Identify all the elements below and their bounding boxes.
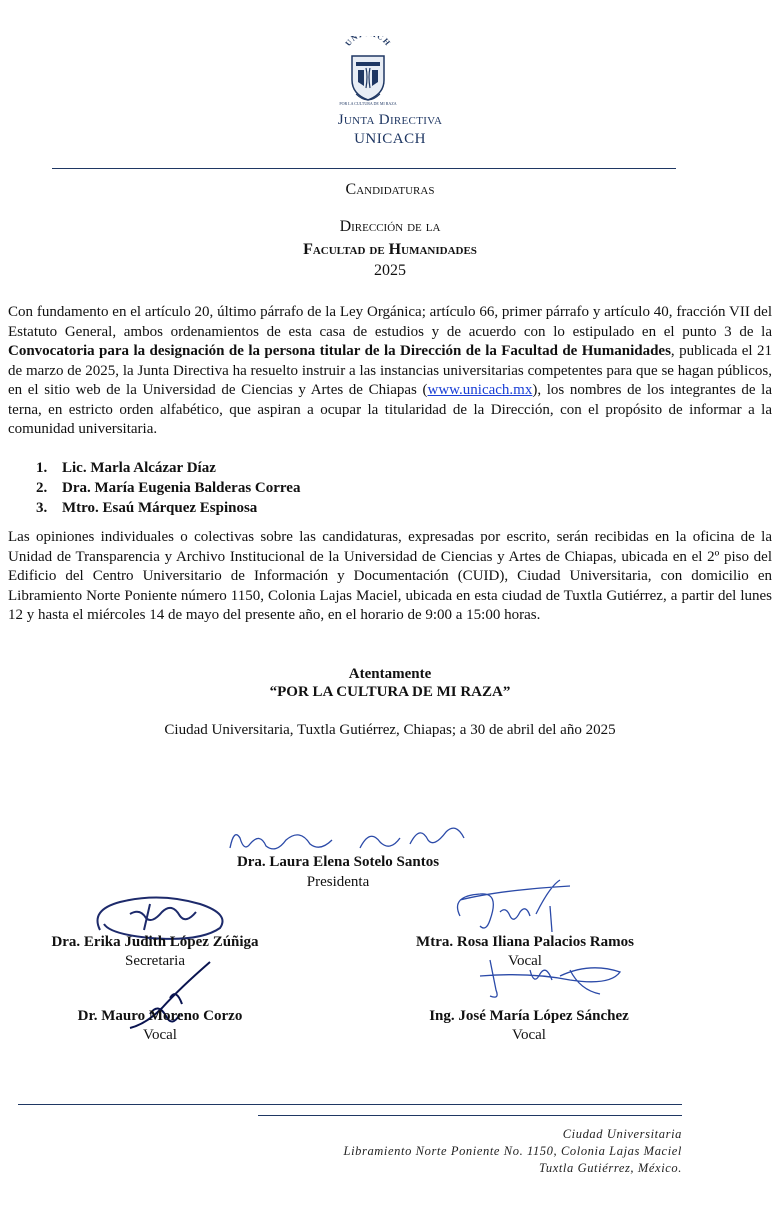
candidate-name: Lic. Marla Alcázar Díaz [62, 460, 216, 476]
footer-address [344, 1126, 682, 1177]
logo-arc-text: UN CH [343, 36, 393, 48]
intro-paragraph [8, 303, 772, 440]
footer-line: Tuxtla Gutiérrez, México. [539, 1161, 682, 1175]
footer-divider-short [258, 1115, 682, 1116]
motto: “POR LA CULTURA DE MI RAZA” [269, 684, 511, 700]
signatory-role: Secretaria [125, 953, 185, 969]
list-item [36, 498, 300, 518]
list-number: 3. [36, 500, 48, 516]
signatory-role: Vocal [143, 1027, 177, 1043]
intro-text-2: , publicada el 21 de marzo de 2025, la Junta Directiva ha resuelto instruir a las instancias universitarias competentes para que se hagan públicos, en el sitio web de la Universidad de Ciencias y Artes de Chiapas ( [8, 343, 772, 398]
unicach-website-link[interactable]: www.unicach.mx [427, 382, 533, 398]
candidate-name: Dra. María Eugenia Balderas Correa [62, 480, 301, 496]
list-item [36, 478, 300, 498]
list-number: 2. [36, 480, 48, 496]
footer-divider [18, 1104, 682, 1105]
intro-text-1: Con fundamento en el artículo 20, último párrafo de la Ley Orgánica; artículo 66, primer párrafo y artículo 40, fracción VII del Estatuto General, ambos ordenamientos de esta casa de estudios y de acuerdo con lo estipulado en el punto 3 de la [8, 304, 772, 340]
list-item [36, 458, 300, 478]
intro-text-3: ), los nombres de los integrantes de la terna, en estricto orden alfabético, que aspiran a ocupar la titularidad de la Dirección, con el propósito de informar a la comunidad universitaria. [8, 382, 772, 437]
signatory-name: Ing. José María López Sánchez [429, 1008, 629, 1024]
candidate-list [36, 458, 300, 518]
signatory-role: Vocal [512, 1027, 546, 1043]
unicach-logo [338, 36, 398, 106]
header-divider [52, 168, 676, 169]
header-junta-directiva: Junta Directiva [337, 112, 443, 128]
signatory-name: Dra. Erika Judith López Zúñiga [51, 934, 259, 950]
list-number: 1. [36, 460, 48, 476]
candidate-name: Mtro. Esaú Márquez Espinosa [62, 500, 258, 516]
logo-motto: POR LA CULTURA DE MI RAZA [339, 101, 397, 106]
signatory-role: Vocal [508, 953, 542, 969]
footer-line: Libramiento Norte Poniente No. 1150, Colonia Lajas Maciel [343, 1144, 682, 1158]
signatory-role: Presidenta [306, 874, 370, 890]
signatory-name: Dra. Laura Elena Sotelo Santos [236, 854, 440, 870]
atentamente: Atentamente [348, 666, 432, 682]
title-facultad: Facultad de Humanidades [303, 241, 477, 258]
title-candidaturas: Candidaturas [345, 181, 435, 198]
svg-text:UNICACH [343, 36, 392, 48]
signatory-name: Mtra. Rosa Iliana Palacios Ramos [416, 934, 634, 950]
title-year: 2025 [374, 262, 406, 279]
opinions-paragraph: Las opiniones individuales o colectivas sobre las candidaturas, expresadas por escrito, serán recibidas en la oficina de la Unidad de Transparencia y Archivo Institucional de la Universidad de Ciencias y Artes de Chiapas, ubicada en el 2º piso del Edificio del Centro Universitario de Información y Documentación (CUID), Ciudad Universitaria, con domicilio en Libramiento Norte Poniente número 1150, Colonia Lajas Maciel, ubicada en esta ciudad de Tuxtla Gutiérrez, a partir del lunes 12 y hasta el miércoles 14 de mayo del presente año, en el horario de 9:00 a 15:00 horas. [8, 529, 772, 623]
header-unicach: UNICACH [354, 131, 426, 147]
place-date: Ciudad Universitaria, Tuxtla Gutiérrez, Chiapas; a 30 de abril del año 2025 [164, 722, 616, 738]
signature-vocal-lopez [470, 950, 640, 1010]
footer-line: Ciudad Universitaria [562, 1127, 682, 1141]
title-direccion: Dirección de la [339, 218, 441, 235]
signatory-name: Dr. Mauro Moreno Corzo [77, 1008, 243, 1024]
intro-convocatoria: Convocatoria para la designación de la persona titular de la Dirección de la Facultad de Humanidades [8, 343, 671, 359]
